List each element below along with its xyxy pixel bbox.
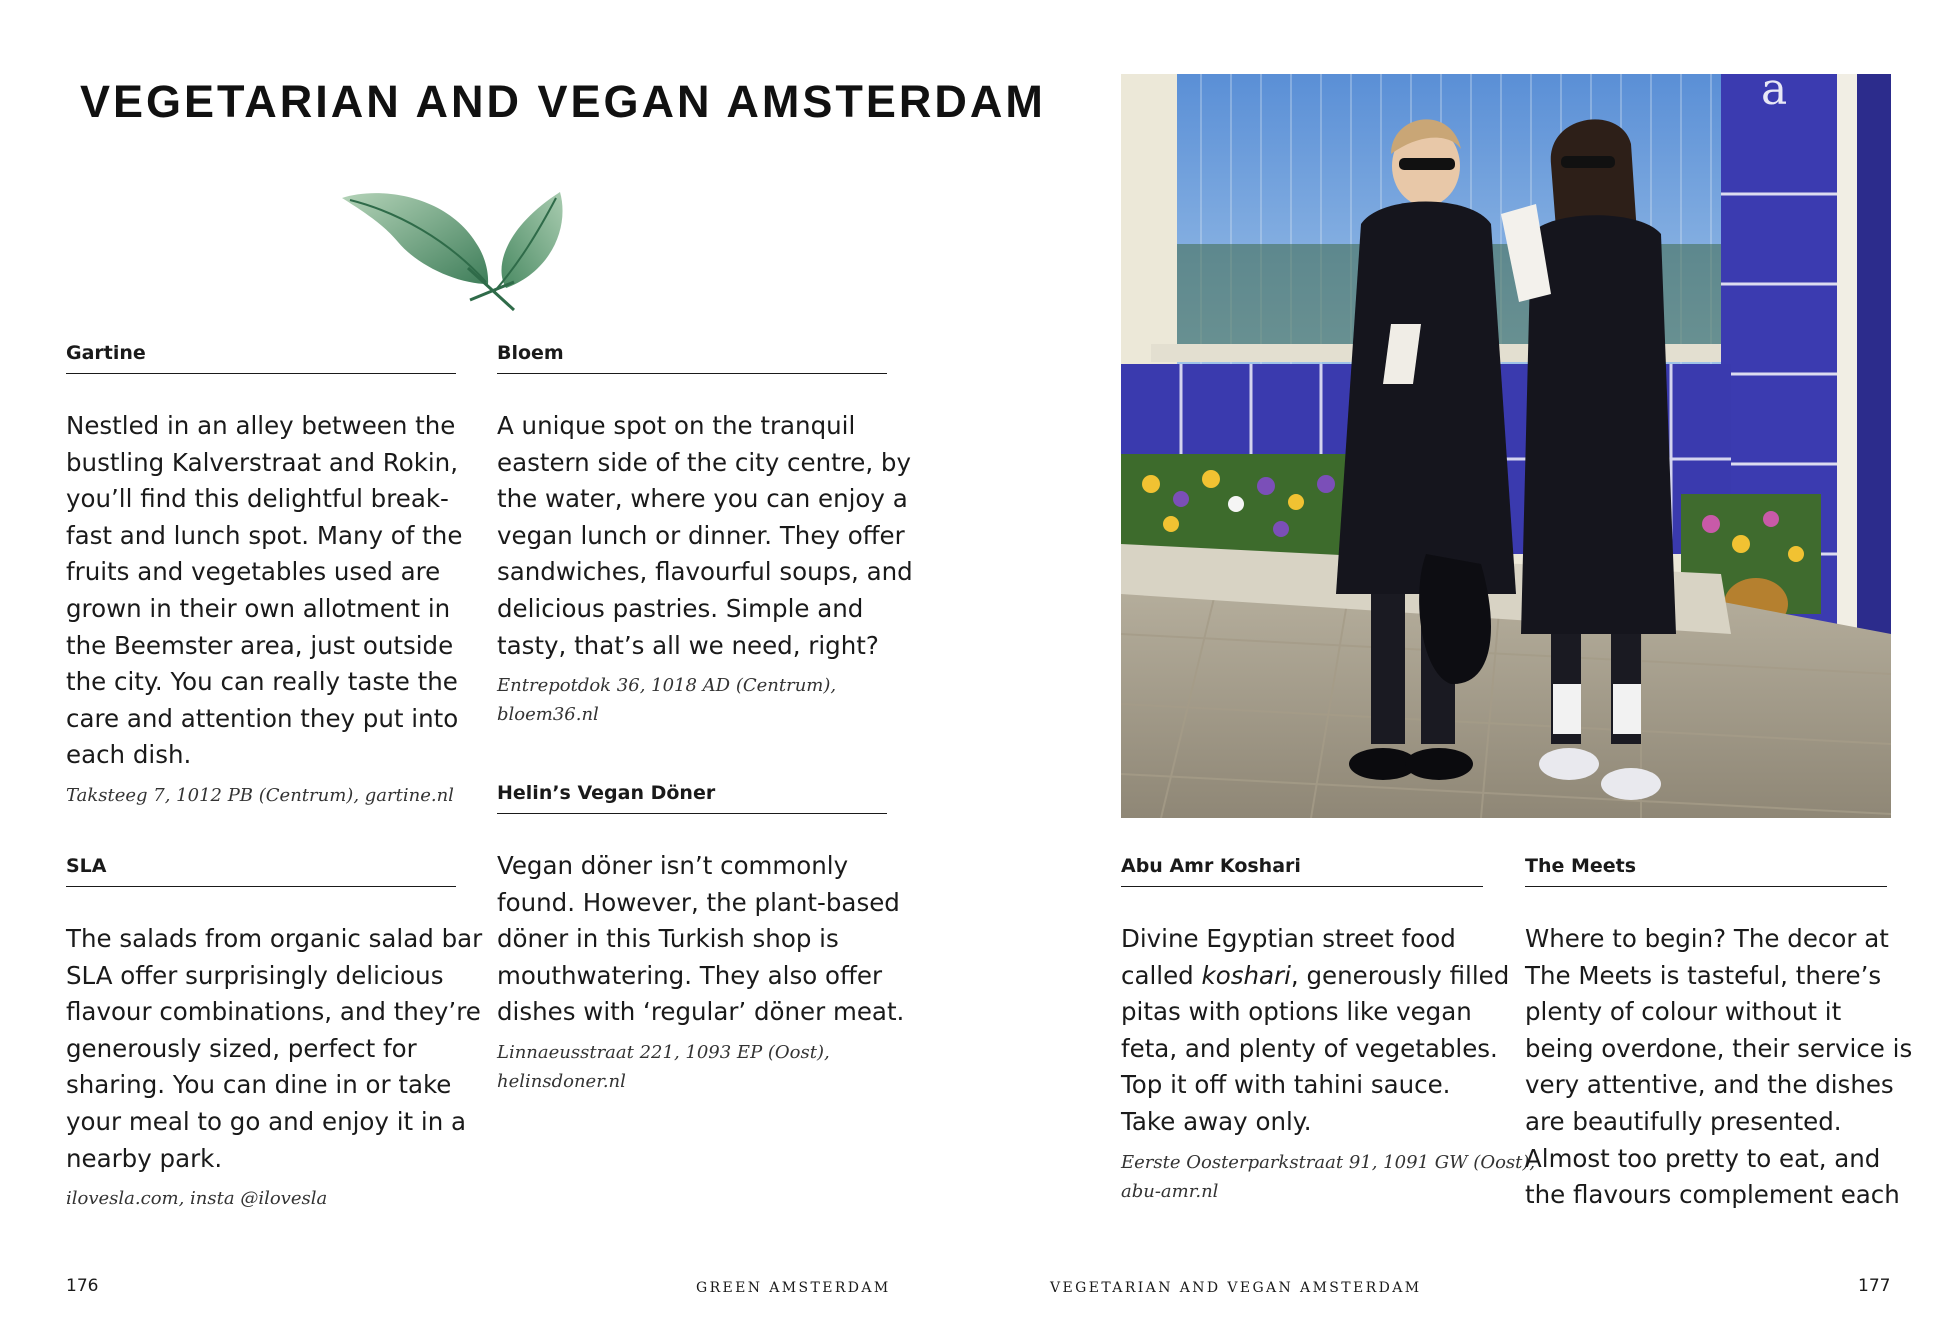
entry-address: Linnaeusstraat 221, 1093 EP (Oost), helinsdoner.nl xyxy=(497,1041,830,1092)
entry-sla xyxy=(66,855,483,1213)
entry-the-meets xyxy=(1525,855,1913,1214)
entry-helins-vegan-doner xyxy=(497,782,905,1096)
entry-heading: SLA xyxy=(66,855,456,887)
entry-bloem xyxy=(497,342,913,729)
entry-gartine xyxy=(66,342,463,810)
page-number-left: 176 xyxy=(66,1276,99,1296)
entry-heading: Helin’s Vegan Döner xyxy=(497,782,887,814)
entry-description: A unique spot on the tranquil eastern side of the city centre, by the water, where you can enjoy a vegan lunch or dinner. They offer sandwiches, flavourful soups, and delicious pastries. Simple and tasty, that’s all we need, right? xyxy=(497,411,913,660)
page-number-right: 177 xyxy=(1858,1276,1891,1296)
entry-address: ilovesla.com, insta @ilovesla xyxy=(66,1188,328,1210)
entry-abu-amr-koshari xyxy=(1121,855,1536,1206)
entry-heading: Gartine xyxy=(66,342,456,374)
entry-description: The salads from organic salad bar SLA offer surprisingly delicious flavour combinations, and they’re generously sized, perfect for sharing. You can dine in or take your meal to go and enjoy it in a nearby park. xyxy=(66,924,483,1173)
entry-address: Entrepotdok 36, 1018 AD (Centrum), bloem36.nl xyxy=(497,675,837,726)
running-head-right: VEGETARIAN AND VEGAN AMSTERDAM xyxy=(1050,1280,1422,1296)
entry-address: Taksteeg 7, 1012 PB (Centrum), gartine.nl xyxy=(66,784,454,806)
entry-description: Where to begin? The decor at The Meets is tasteful, there’s plenty of colour without it being overdone, their service is very attentive, and the dishes are beautifully presented. Almost too pretty to eat, and the flavours complement each xyxy=(1525,924,1913,1210)
leaf-icon xyxy=(338,188,568,312)
entry-description: Vegan döner isn’t commonly found. However, the plant-based döner in this Turkish shop is mouthwatering. They also offer dishes with ‘regular’ döner meat. xyxy=(497,851,905,1027)
page-title: VEGETARIAN AND VEGAN AMSTERDAM xyxy=(80,76,1046,127)
svg-text:a: a xyxy=(1761,74,1788,115)
entry-heading: Abu Amr Koshari xyxy=(1121,855,1483,887)
entry-heading: The Meets xyxy=(1525,855,1887,887)
entry-address: Eerste Oosterparkstraat 91, 1091 GW (Oost), abu-amr.nl xyxy=(1121,1151,1536,1202)
entry-heading: Bloem xyxy=(497,342,887,374)
entry-description: Divine Egyptian street food called koshari, generously filled pitas with options like vegan feta, and plenty of vegetables. Top it off with tahini sauce. Take away only. xyxy=(1121,924,1510,1136)
photo-two-women-eating xyxy=(1121,74,1891,818)
entry-description: Nestled in an alley between the bustling Kalverstraat and Rokin, you’ll find this delightful break- fast and lunch spot. Many of the fruits and vegetables used are grown in their own allotment in the Beemster area, just outside the city. You can really taste the care and attention they put into each dish. xyxy=(66,411,463,770)
running-head-left: GREEN AMSTERDAM xyxy=(696,1280,891,1296)
